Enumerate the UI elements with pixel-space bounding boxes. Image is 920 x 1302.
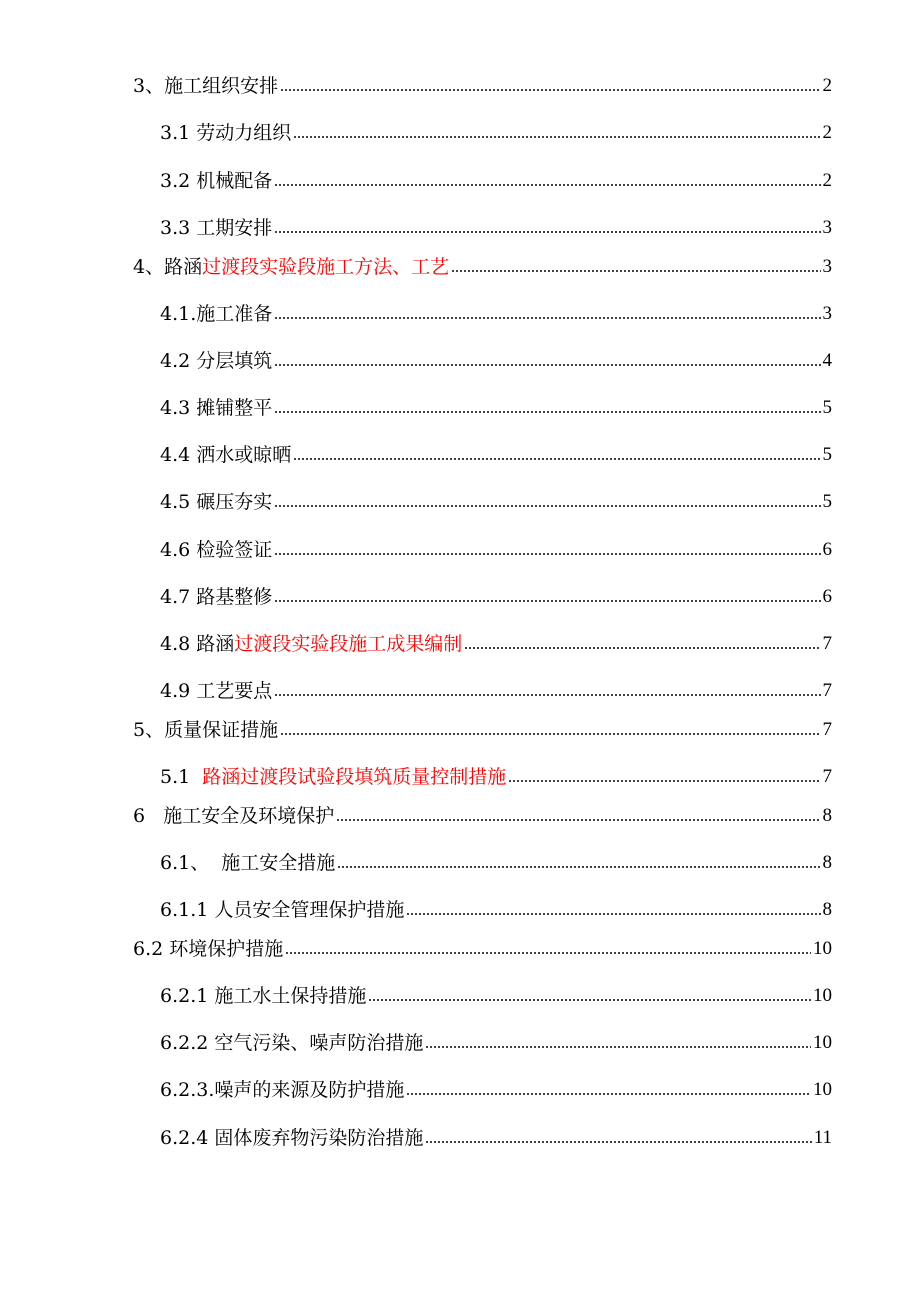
toc-page-number: 5 [822,491,832,512]
toc-page-number: 8 [822,852,832,873]
toc-page-number: 7 [822,766,832,787]
toc-entry[interactable] [133,68,832,98]
toc-entry[interactable] [160,978,832,1008]
toc-title-segment: 4.6 检验签证 [160,539,273,561]
toc-title-segment: 3.1 劳动力组织 [160,122,292,144]
toc-title-segment: 5.1 [160,766,203,788]
toc-title-segment: 4.5 碾压夯实 [160,491,273,513]
toc-entry-title [160,1126,423,1150]
toc-entry[interactable] [160,579,832,609]
toc-title-segment: 6.2.4 固体废弃物污染防治措施 [160,1127,424,1149]
toc-entry[interactable] [160,626,832,656]
toc-page-number: 11 [813,1127,832,1148]
toc-dot-leader [336,819,820,821]
toc-title-segment: 6.2 环境保护措施 [133,938,284,960]
toc-entry[interactable] [160,115,832,145]
toc-title-segment: 3、施工组织安排 [133,75,279,97]
toc-entry[interactable] [160,296,832,326]
toc-entry-title [160,216,272,240]
toc-dot-leader [274,600,820,602]
toc-page-number: 10 [813,938,832,959]
toc-title-segment: 4.4 洒水或晾晒 [160,444,292,466]
toc-page-number: 7 [822,633,832,654]
toc-dot-leader [464,647,820,649]
toc-title-segment: 6.1、 施工安全措施 [160,852,336,874]
toc-entry-title [160,1031,423,1055]
toc-entry-title [160,396,272,420]
toc-entry-title [133,937,283,961]
toc-entry-title [160,169,272,193]
toc-dot-leader [451,270,820,272]
toc-dot-leader [337,866,820,868]
toc-entry-title [133,718,278,742]
toc-entry[interactable] [160,343,832,373]
toc-dot-leader [274,364,820,366]
toc-entry[interactable] [160,673,832,703]
toc-dot-leader [280,89,820,91]
toc-page-number: 7 [822,719,832,740]
toc-page-number: 3 [822,303,832,324]
toc-dot-leader [425,1141,811,1143]
toc-entry-title [160,349,272,373]
toc-title-segment: 4.3 摊铺整平 [160,397,273,419]
toc-dot-leader [285,952,811,954]
toc-page-number: 10 [813,1032,832,1053]
toc-entry[interactable] [160,484,832,514]
toc-title-highlight: 过渡段实验段施工方法、工艺 [202,256,450,278]
toc-title-highlight: 过渡段实验段施工成果编制 [234,633,463,655]
toc-entry-title [160,121,291,145]
toc-entry-title [160,302,272,326]
toc-entry[interactable] [160,532,832,562]
toc-entry-title [133,804,334,828]
toc-title-segment: 6 施工安全及环境保护 [133,805,335,827]
toc-entry-title [160,1078,404,1102]
toc-dot-leader [274,694,820,696]
toc-dot-leader [293,136,820,138]
toc-page-number: 2 [822,75,832,96]
toc-entry-title [160,632,462,656]
toc-title-segment: 4.9 工艺要点 [160,680,273,702]
toc-page-number: 6 [822,586,832,607]
toc-entry-title [133,74,278,98]
toc-title-segment: 3.2 机械配备 [160,170,273,192]
toc-title-segment: 6.2.1 施工水土保持措施 [160,985,367,1007]
toc-page-number: 3 [822,256,832,277]
toc-dot-leader [280,733,820,735]
toc-title-segment: 4.8 路涵 [160,633,235,655]
toc-entry[interactable] [160,892,832,922]
toc-entry[interactable] [133,249,832,279]
toc-dot-leader [274,317,820,319]
toc-dot-leader [406,1093,811,1095]
toc-entry-title [160,443,291,467]
toc-page-number: 4 [822,350,832,371]
toc-entry[interactable] [160,845,832,875]
toc-page-number: 8 [822,899,832,920]
toc-entry[interactable] [160,210,832,240]
toc-title-segment: 6.2.2 空气污染、噪声防治措施 [160,1032,424,1054]
toc-entry[interactable] [160,390,832,420]
toc-page-number: 6 [822,539,832,560]
toc-title-segment: 4、路涵 [133,256,203,278]
toc-entry[interactable] [160,1072,832,1102]
toc-entry[interactable] [133,712,832,742]
toc-entry-title [160,585,272,609]
toc-entry[interactable] [133,931,832,961]
toc-page-number: 5 [822,444,832,465]
toc-dot-leader [368,999,811,1001]
toc-entry-title [160,490,272,514]
toc-page-number: 2 [822,122,832,143]
toc-dot-leader [274,231,820,233]
toc-dot-leader [425,1046,811,1048]
toc-entry[interactable] [160,1120,832,1150]
toc-title-segment: 6.2.3.噪声的来源及防护措施 [160,1079,405,1101]
toc-page-number: 10 [813,985,832,1006]
toc-entry[interactable] [160,163,832,193]
toc-page-number: 5 [822,397,832,418]
toc-entry-title [160,765,506,789]
toc-dot-leader [274,411,820,413]
toc-entry[interactable] [133,798,832,828]
toc-page-number: 3 [822,217,832,238]
toc-entry-title [160,679,272,703]
toc-entry-title [160,538,272,562]
toc-page-number: 10 [813,1079,832,1100]
toc-entry-title [133,255,449,279]
toc-title-segment: 3.3 工期安排 [160,217,273,239]
toc-title-segment: 4.1.施工准备 [160,303,273,325]
toc-page-number: 8 [822,805,832,826]
toc-entry[interactable] [160,759,832,789]
toc-title-segment: 4.2 分层填筑 [160,350,273,372]
toc-title-segment: 5、质量保证措施 [133,719,279,741]
toc-entry[interactable] [160,1025,832,1055]
toc-page-number: 7 [822,680,832,701]
toc-title-segment: 6.1.1 人员安全管理保护措施 [160,899,405,921]
toc-entry-title [160,898,404,922]
toc-dot-leader [274,505,820,507]
toc-entry-title [160,851,335,875]
toc-page-number: 2 [822,170,832,191]
toc-dot-leader [274,184,820,186]
toc-title-segment: 4.7 路基整修 [160,586,273,608]
toc-entry[interactable] [160,437,832,467]
toc-dot-leader [274,553,820,555]
toc-dot-leader [406,913,820,915]
toc-entry-title [160,984,366,1008]
toc-dot-leader [508,780,820,782]
toc-dot-leader [293,458,820,460]
toc-title-highlight: 路涵过渡段试验段填筑质量控制措施 [202,766,507,788]
